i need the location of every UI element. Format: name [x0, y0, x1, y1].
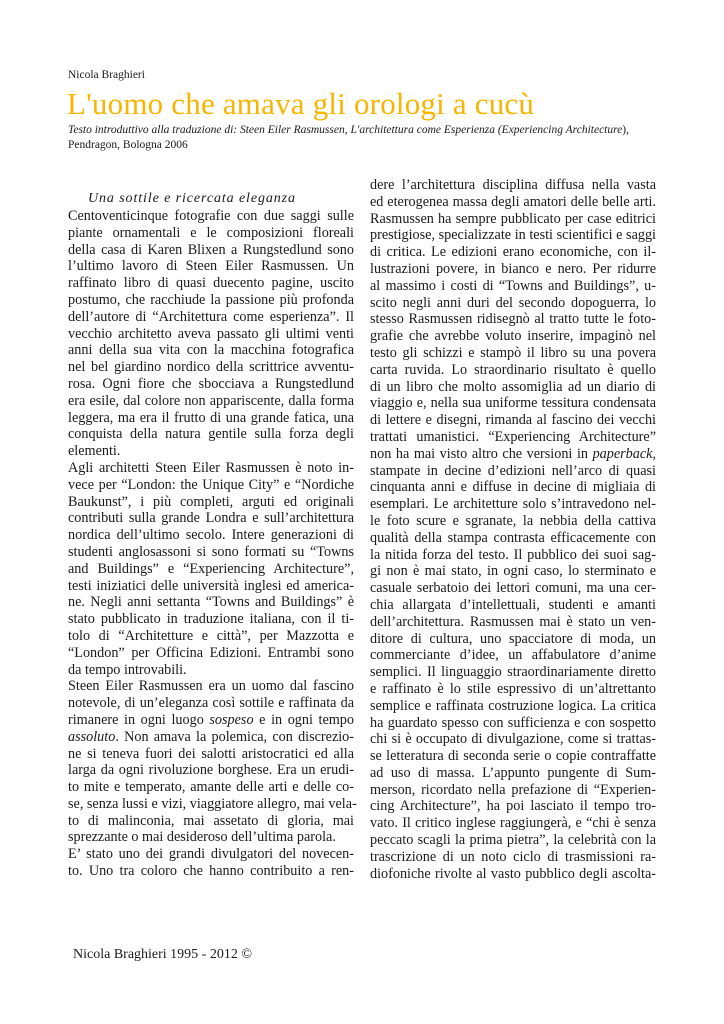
text-segment: diofoniche rivolte al vasto pubblico degli ascolta- [370, 865, 656, 882]
text-line [370, 194, 656, 211]
text-line [370, 177, 656, 194]
text-line [68, 426, 354, 443]
text-line [68, 846, 354, 863]
text-segment: l’ultimo lavoro di Steen Eiler Rasmussen. Un [68, 258, 354, 275]
text-segment: leggera, ma era il frutto di una grande fatica, una [68, 409, 354, 426]
text-line [68, 762, 354, 779]
text-line [370, 211, 656, 228]
text-segment: ed eterogenea massa degli amatori delle belle arti. [370, 193, 656, 210]
text-segment: tolo di “Architetture e città”, per Mazzotta e [68, 627, 354, 644]
text-segment: dell’architettura. Rasmussen mai è stato un ven- [370, 613, 656, 630]
text-segment: e in ogni tempo [253, 711, 354, 728]
text-segment: di lettere e disegni, rimanda al fascino dei vecchi [370, 412, 656, 429]
text-line [68, 729, 354, 746]
text-segment: testo gli schizzi e stampò il libro su una povera [370, 344, 656, 361]
italic-term: sospeso [209, 711, 254, 728]
text-line [68, 578, 354, 595]
text-line [68, 712, 354, 729]
text-segment: trascrizione di un noto ciclo di trasmissioni ra- [370, 848, 656, 865]
text-segment: viaggio e, nella sua uniforme tessitura condensata [370, 395, 656, 412]
text-segment: studenti anglosassoni si sono formati su “Towns [68, 543, 354, 560]
text-segment: “London” per Officina Edizioni. Entrambi sono [68, 644, 354, 661]
text-line [370, 379, 656, 396]
text-segment: notevole, di un’eleganza così sottile e raffinata da [68, 695, 354, 712]
text-line [370, 782, 656, 799]
text-segment: era esile, dal colore non appariscente, dalla forma [68, 392, 354, 409]
text-segment: testi iniziatici delle università inglesi ed america- [68, 577, 354, 594]
text-segment: le foto scure e sgranate, la nebbia della cattiva [370, 512, 656, 529]
text-segment: . Non amava la polemica, con discrezio- [115, 728, 354, 745]
text-segment: ha guardato spesso con sufficienza e con sospetto [370, 714, 656, 731]
text-segment: scito negli anni duri del secondo dopoguerra, lo [370, 294, 656, 311]
text-line [68, 594, 354, 611]
subtitle-italic: Testo introduttivo alla traduzione di: Steen Eiler Rasmussen, L'architettura come Esperienza (Experiencing Architecture [68, 124, 623, 136]
text-line [68, 678, 354, 695]
text-line [370, 698, 656, 715]
text-line [370, 849, 656, 866]
text-segment: postumo, che racchiude la passione più profonda [68, 291, 354, 308]
text-line [370, 345, 656, 362]
text-line [68, 662, 354, 679]
text-line [68, 225, 354, 242]
text-segment: di critica. Le edizioni erano economiche, con il- [370, 244, 656, 261]
text-segment: rimanere in ogni luogo [68, 711, 210, 728]
text-segment: ne si teneva fuori dei salotti aristocratici ed alla [68, 745, 354, 762]
text-line [370, 580, 656, 597]
text-segment: Agli architetti Steen Eiler Rasmussen è noto in- [68, 459, 354, 476]
text-segment: della casa di Karen Blixen a Rungstedlund sono [68, 241, 354, 258]
text-segment: merson, ricordato nella prefazione di “Experien- [370, 781, 656, 798]
italic-term: paperback [592, 445, 653, 462]
text-segment: esemplari. Le architetture solo s’intravedono nel- [370, 496, 656, 513]
text-segment: cing Architecture”, ha poi lasciato il tempo tro- [370, 798, 656, 815]
text-line [68, 460, 354, 477]
text-segment: contributi sulla grande Londra e sull’architettura [68, 510, 354, 527]
text-line [370, 832, 656, 849]
text-segment: casuale serbatoio dei lettori comuni, ma una cer- [370, 580, 656, 597]
text-line [68, 510, 354, 527]
text-line [370, 631, 656, 648]
text-line [370, 614, 656, 631]
text-segment: e raffinato è lo stile espressivo di un’altrettanto [370, 680, 656, 697]
text-line [68, 695, 354, 712]
text-line [370, 530, 656, 547]
text-segment: da tempo introvabili. [68, 661, 187, 678]
text-line [68, 746, 354, 763]
text-line [370, 798, 656, 815]
text-segment: sprezzante o mai desideroso dell’ultima parola. [68, 829, 336, 846]
text-segment: ditore di cultura, uno spacciatore di moda, un [370, 630, 656, 647]
text-segment: chia allargata d’intellettuali, studenti e amanti [370, 596, 656, 613]
text-segment: , [652, 445, 656, 462]
text-segment: prestigiose, specializzate in testi scientifici e saggi [370, 227, 656, 244]
text-line [68, 258, 354, 275]
text-line [68, 376, 354, 393]
text-line [68, 628, 354, 645]
italic-term: assoluto [68, 728, 116, 745]
text-line [68, 795, 357, 813]
text-segment: dell’autore di “Architettura come esperienza”. Il [68, 308, 354, 325]
text-line [370, 664, 656, 681]
text-line [370, 362, 656, 379]
text-line [370, 815, 656, 832]
text-segment: Baukunst”, i più completi, arguti ed originali [68, 493, 354, 510]
text-segment: vecchio architetto aveva passato gli ultimi venti [68, 325, 354, 342]
text-segment: nordica dell’ultimo secolo. Intere generazioni di [68, 527, 354, 544]
right-column [370, 177, 656, 882]
subtitle [68, 123, 668, 152]
text-line [68, 494, 354, 511]
text-segment: stato pubblicato in traduzione italiana, con il ti- [68, 611, 354, 628]
text-line [68, 410, 354, 427]
text-segment: Steen Eiler Rasmussen era un uomo dal fascino [68, 678, 354, 695]
page-title: L'uomo che amava gli orologi a cucù [67, 86, 535, 121]
text-line [370, 866, 656, 883]
text-line [370, 295, 656, 312]
text-segment: lustrazioni povere, in bianco e nero. Per ridurre [370, 260, 656, 277]
text-line [370, 681, 656, 698]
text-line [68, 527, 354, 544]
text-line [370, 647, 656, 664]
text-line [370, 513, 656, 530]
text-line [370, 227, 656, 244]
text-segment: larga da ogni rivoluzione borghese. Era un erudi- [68, 762, 354, 779]
text-segment: dere l’architettura disciplina diffusa nella vasta [370, 177, 656, 193]
text-line [68, 813, 354, 830]
text-segment: to. Uno tra coloro che hanno contribuito a ren- [68, 863, 354, 880]
text-line [370, 597, 656, 614]
text-segment: vece per “London: the Unique City” e “Nordiche [68, 476, 354, 493]
text-segment: Rasmussen ha sempre pubblicato per case editrici [370, 210, 656, 227]
text-line [68, 863, 354, 880]
text-line [370, 715, 656, 732]
text-segment: ad uso di massa. L’appunto pungente di Sum- [370, 764, 656, 781]
author-name: Nicola Braghieri [68, 69, 145, 81]
text-line [68, 309, 354, 326]
text-segment: and Buildings” e “Experiencing Architecture”, [68, 560, 354, 577]
text-line [68, 208, 354, 225]
text-line [68, 326, 354, 343]
text-line [68, 779, 354, 796]
text-segment: semplice e raffinata costruzione logica. La critica [370, 697, 656, 714]
subtitle-publisher: Pendragon, Bologna 2006 [68, 138, 188, 151]
text-segment: la nitida forza del testo. Il pubblico dei suoi sag- [370, 546, 656, 563]
text-line [370, 731, 656, 748]
text-line [68, 443, 354, 460]
text-segment: qualità della stampa contrasta efficacemente con [370, 529, 656, 546]
text-segment: non ha mai visto altro che versioni in [370, 445, 593, 462]
text-segment: nel bel giardino nordico della scrittrice avventu- [68, 359, 354, 376]
text-line [370, 446, 656, 463]
footer-copyright: Nicola Braghieri 1995 - 2012 © [73, 947, 252, 962]
text-segment: piante ornamentali e le composizioni floreali [68, 224, 354, 241]
text-segment: Centoventicinque fotografie con due saggi sulle [68, 208, 354, 224]
text-segment: grafie che avrebbe voluto inserire, impaginò nel [370, 328, 656, 345]
left-column [68, 208, 357, 880]
text-line [370, 429, 656, 446]
text-segment: cinquanta anni e diffuse in decine di migliaia di [370, 479, 656, 496]
text-segment: stampate in decine d’edizioni nell’arco di quasi [370, 462, 656, 479]
text-segment: peccato scagli la prima pietra”, la celebrità con la [370, 832, 656, 849]
text-line [370, 395, 656, 412]
text-line [370, 311, 656, 328]
text-segment: chi si è occupato di divulgazione, come si trattas- [370, 731, 656, 748]
text-line [68, 611, 354, 628]
text-segment: al massimo i costi di “Towns and Buildings”, u- [370, 277, 656, 294]
text-segment: se letteratura di seconda serie o copie contraffatte [370, 748, 656, 765]
text-segment: vato. Il critico inglese raggiungerà, e “chi è senza [370, 815, 656, 832]
text-segment: se, senza lussi e vizi, viaggiatore allegro, mai vela- [68, 795, 357, 812]
text-segment: stesso Rasmussen ridisegnò al tratto tutte le foto- [370, 311, 656, 328]
text-segment: gi non è mai stato, in ogni caso, lo sterminato e [370, 563, 656, 580]
text-line [68, 477, 354, 494]
section-heading: Una sottile e ricercata eleganza [88, 191, 296, 206]
text-line [370, 328, 656, 345]
text-line [370, 547, 656, 564]
text-segment: carta ruvida. Lo straordinario risultato è quello [370, 361, 656, 378]
text-segment: di un libro che molto assomiglia ad un diario di [370, 378, 656, 395]
text-line [370, 479, 656, 496]
text-line [68, 645, 354, 662]
text-segment: conquista della natura gentile sulla forza degli [68, 426, 354, 443]
text-line [68, 342, 354, 359]
text-line [68, 275, 354, 292]
text-line [370, 765, 656, 782]
text-line [68, 393, 354, 410]
text-line [68, 829, 354, 846]
text-segment: semplici. Il linguaggio straordinariamente diretto [370, 664, 656, 681]
text-segment: ne. Negli anni settanta “Towns and Buildings” è [68, 594, 354, 611]
text-line [370, 244, 656, 261]
text-segment: E’ stato uno dei grandi divulgatori del novecen- [68, 846, 354, 863]
text-segment: trattati umanistici. “Experiencing Architecture” [370, 428, 656, 445]
text-line [370, 463, 656, 480]
text-line [370, 748, 656, 765]
text-line [68, 561, 354, 578]
text-line [68, 544, 354, 561]
text-line [370, 412, 656, 429]
text-segment: anni della sua vita con la macchina fotografica [68, 342, 354, 359]
text-segment: raffinato libro di quasi duecento pagine, uscito [68, 275, 354, 292]
text-line [370, 278, 656, 295]
subtitle-tail: ), [622, 124, 629, 136]
text-line [370, 496, 656, 513]
text-segment: elementi. [68, 443, 121, 460]
text-line [68, 242, 354, 259]
text-line [370, 261, 656, 278]
text-segment: to di malinconia, mai assetato di gloria, mai [68, 812, 354, 829]
text-segment: to mite e temperato, amante delle arti e delle co- [68, 779, 354, 796]
text-segment: commerciante d’idee, un affabulatore d’anime [370, 647, 656, 664]
text-line [370, 563, 656, 580]
text-line [68, 292, 354, 309]
text-segment: rosa. Ogni fiore che sbocciava a Rungstedlund [68, 375, 354, 392]
text-line [68, 359, 354, 376]
